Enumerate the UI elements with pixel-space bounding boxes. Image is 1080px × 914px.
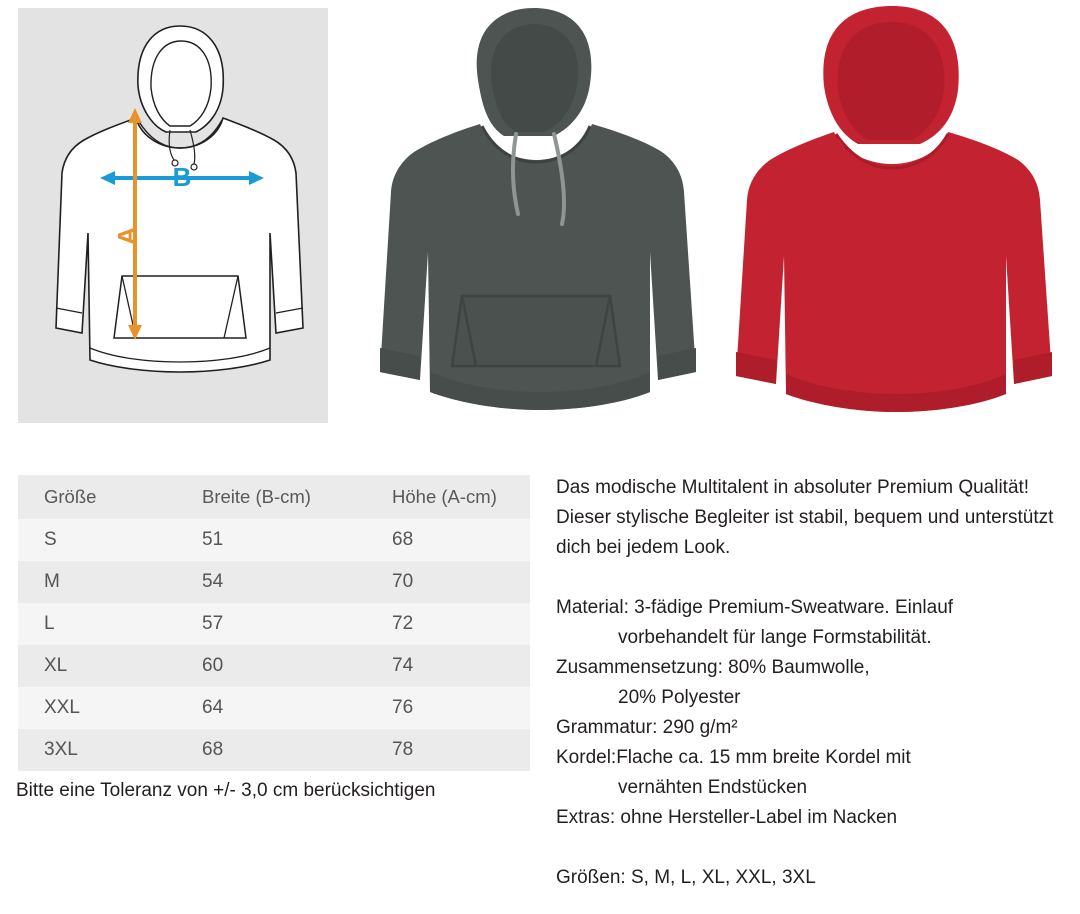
cell-height: 74 [366,645,530,687]
table-row [18,519,530,561]
cell-height: 70 [366,561,530,603]
hoodie-back-svg [716,0,1066,430]
height-label: A [112,226,142,246]
sizes-line: Größen: S, M, L, XL, XXL, 3XL [556,867,816,888]
tolerance-note: Bitte eine Toleranz von +/- 3,0 cm berücksichtigen [16,780,436,801]
grammatur-line: Grammatur: 290 g/m² [556,717,738,738]
size-table-wrapper [18,475,530,771]
measurement-diagram [18,8,348,438]
table-row [18,603,530,645]
spacer [556,833,1066,863]
header-width: Breite (B-cm) [176,475,366,519]
cell-height: 78 [366,729,530,771]
table-row [18,687,530,729]
details-section [0,455,1080,914]
description-intro: Das modische Multitalent in absoluter Premium Qualität! Dieser stylische Begleiter ist stabil, bequem und unterstützt dich bei jedem Look. [556,477,1054,558]
extras-line: Extras: ohne Hersteller-Label im Nacken [556,807,898,828]
table-row [18,729,530,771]
cell-height: 72 [366,603,530,645]
cell-width: 57 [176,603,366,645]
composition-line-1: Zusammensetzung: 80% Baumwolle, [556,657,870,678]
cell-width: 68 [176,729,366,771]
product-description [556,473,1066,893]
table-row [18,561,530,603]
material-line-1: Material: 3-fädige Premium-Sweatware. Einlauf [556,597,954,618]
kordel-line-1: Kordel:Flache ca. 15 mm breite Kordel mit [556,747,911,768]
hoodie-front-svg [358,0,708,430]
size-table [18,475,530,771]
cell-height: 76 [366,687,530,729]
cell-size: 3XL [18,729,176,771]
cell-size: S [18,519,176,561]
cell-size: XXL [18,687,176,729]
header-size: Größe [18,475,176,519]
hoodie-back-image [716,0,1066,430]
cell-size: XL [18,645,176,687]
kordel-line-2: vernähten Endstücken [618,777,808,798]
cell-width: 64 [176,687,366,729]
cell-width: 54 [176,561,366,603]
table-row [18,645,530,687]
product-images [0,0,1080,440]
hoodie-outline-svg [18,8,328,423]
cell-height: 68 [366,519,530,561]
composition-line-2: 20% Polyester [618,687,741,708]
cell-width: 60 [176,645,366,687]
cell-size: L [18,603,176,645]
header-height: Höhe (A-cm) [366,475,530,519]
table-header-row [18,475,530,519]
cell-size: M [18,561,176,603]
width-label: B [172,162,192,192]
cell-width: 51 [176,519,366,561]
hoodie-front-image [358,0,708,430]
spacer [556,563,1066,593]
material-line-2: vorbehandelt für lange Formstabilität. [618,627,932,648]
